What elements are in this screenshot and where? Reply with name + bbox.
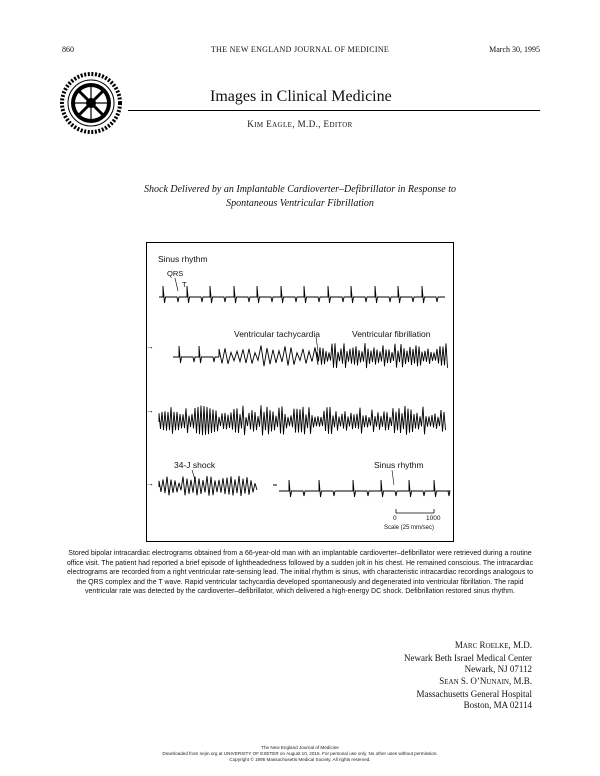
download-footer: The New England Journal of Medicine Downloaded from nejm.org at UNIVERSITY OF EXETER on August 10, 2015. For personal use only. No other uses without permission. Copyright © 1995 Massachusetts Medical Society. All rights reserved. — [162, 745, 438, 763]
label-sinus-rhythm-top: Sinus rhythm — [158, 254, 208, 264]
section-editor: KIM EAGLE, M.D., EDITOR — [247, 119, 353, 129]
label-ventricular-fibrillation: Ventricular fibrillation — [352, 329, 431, 339]
title-rule — [128, 110, 540, 111]
journal-name: THE NEW ENGLAND JOURNAL OF MEDICINE — [210, 45, 390, 54]
arrow-marker: → — [146, 342, 154, 351]
author-affiliation: Newark Beth Israel Medical Center — [404, 652, 532, 663]
label-qrs: QRS — [167, 269, 184, 278]
trace-sinus-rhythm — [159, 286, 445, 303]
figure-caption: Stored bipolar intracardiac electrograms obtained from a 66-year-old man with an implantable cardioverter–defibrillator were retrieved during a routine office visit. The patient had reported a brief episode of lightheadedness followed by a sudden jolt in his chest. He remained conscious. The intracardiac electrograms are recorded from a right ventricular rate-sensing lead. The initial rhythm is sinus, with characteristic intracardiac recordings analogous to the QRS complex and the T wave. Rapid ventricular tachycardia developed spontaneously and degenerated into ventricular fibrillation. The rapid ventricular rate was detected by the cardioverter–defibrillator, which delivered a high-energy DC shock. Defibrillation restored sinus rhythm. — [66, 550, 534, 596]
trace-vf — [159, 405, 446, 435]
label-ventricular-tachycardia: Ventricular tachycardia — [234, 329, 320, 339]
trace-vt-vf — [173, 343, 448, 368]
label-t-wave: T — [182, 280, 187, 289]
issue-date: March 30, 1995 — [489, 45, 540, 54]
author-name: MARC ROELKE, M.D. — [454, 640, 532, 650]
author-location: Boston, MA 02114 — [463, 700, 532, 710]
label-sinus-rhythm-bottom: Sinus rhythm — [374, 460, 424, 470]
electrogram-figure — [146, 242, 454, 542]
label-34j-shock: 34-J shock — [174, 460, 216, 470]
scale-caption: Scale (25 mm/sec) — [384, 525, 435, 531]
arrow-marker: → — [146, 406, 154, 415]
author-name: SEAN S. O’NUNAIN, M.B. — [439, 676, 532, 686]
sinus-pointer — [392, 470, 394, 485]
vt-pointer — [316, 337, 318, 351]
qrs-pointer — [175, 278, 178, 291]
arrow-marker: → — [146, 479, 154, 488]
author-block — [417, 676, 532, 712]
scale-zero: 0 — [393, 515, 397, 522]
author-affiliation: Massachusetts General Hospital — [416, 688, 532, 699]
article-title: Shock Delivered by an Implantable Cardioverter–Defibrillator in Response to Spontaneous Ventricular Fibrillation — [144, 184, 456, 209]
section-title: Images in Clinical Medicine — [210, 88, 392, 105]
author-block — [404, 640, 532, 676]
trace-shock-sinus — [159, 476, 450, 497]
author-location: Newark, NJ 07112 — [464, 664, 532, 674]
page-number: 860 — [62, 45, 74, 54]
electrogram-traces — [147, 243, 453, 541]
scale-max: 1000 — [426, 515, 441, 522]
